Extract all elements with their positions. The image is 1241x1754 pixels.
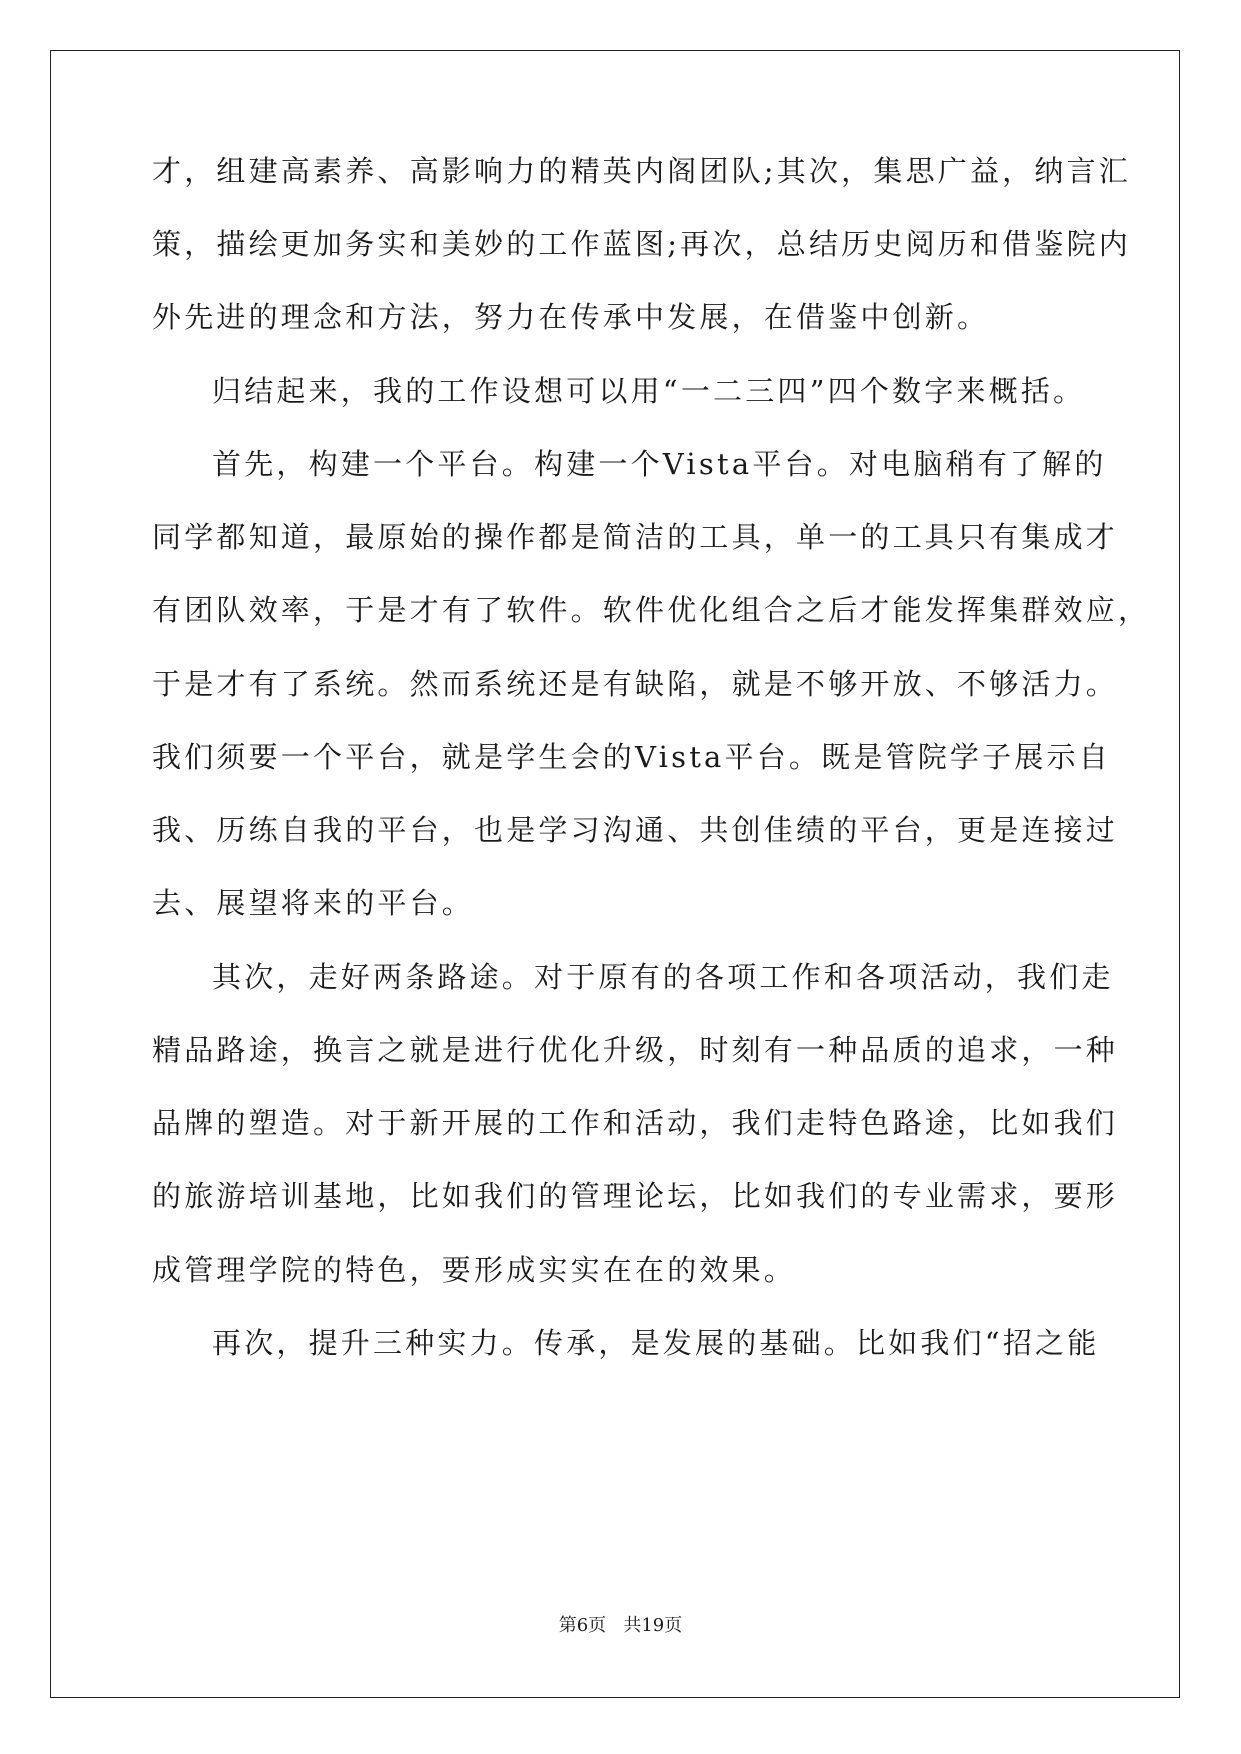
page-number-footer: 第6页 共19页 [558,1615,683,1636]
paragraph-start-line: 归结起来，我的工作设想可以用“一二三四”四个数字来概括。 [212,374,1086,408]
text-line: 于是才有了系统。然而系统还是有缺陷，就是不够开放、不够活力。 [152,667,1119,701]
text-line: 品牌的塑造。对于新开展的工作和活动，我们走特色路途，比如我们 [152,1106,1119,1140]
text-line: 有团队效率，于是才有了软件。软件优化组合之后才能发挥集群效应， [152,593,1151,627]
text-line: 策，描绘更加务实和美妙的工作蓝图;再次，总结历史阅历和借鉴院内 [152,227,1131,261]
text-line: 同学都知道，最原始的操作都是简洁的工具，单一的工具只有集成才 [152,520,1119,554]
paragraph-start-line: 再次，提升三种实力。传承，是发展的基础。比如我们“招之能 [212,1326,1100,1360]
text-line: 精品路途，换言之就是进行优化升级，时刻有一种品质的追求，一种 [152,1033,1119,1067]
text-line: 我们须要一个平台，就是学生会的Vista平台。既是管院学子展示自 [152,740,1111,774]
text-line: 成管理学院的特色，要形成实实在在的效果。 [152,1253,797,1287]
paragraph-start-line: 其次，走好两条路途。对于原有的各项工作和各项活动，我们走 [212,960,1114,994]
text-line: 我、历练自我的平台，也是学习沟通、共创佳绩的平台，更是连接过 [152,813,1119,847]
text-line: 去、展望将来的平台。 [152,886,475,920]
paragraph-start-line: 首先，构建一个平台。构建一个Vista平台。对电脑稍有了解的 [212,447,1107,481]
text-line: 外先进的理念和方法，努力在传承中发展，在借鉴中创新。 [152,300,990,334]
text-line: 才，组建高素养、高影响力的精英内阁团队;其次，集思广益，纳言汇 [152,154,1131,188]
text-line: 的旅游培训基地，比如我们的管理论坛，比如我们的专业需求，要形 [152,1179,1119,1213]
